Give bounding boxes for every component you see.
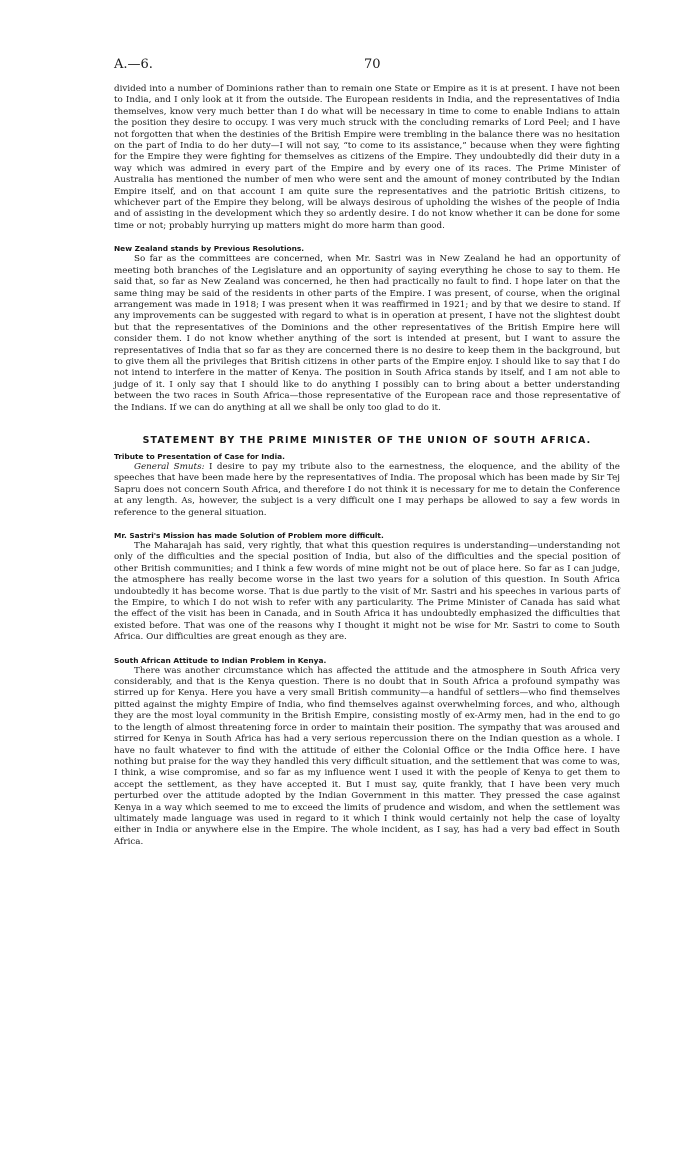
- intro-paragraph: divided into a number of Dominions rather than to remain one State or Empire as it is at present. I have not been to India, and I only look at it from the outside. The European residents in India, and the representatives of India themselves, know very much better than I do what will be necessary in time to come to enable Indians to attain the position they desire to occupy. I was very much struck with the concluding remarks of Lord Peel; and I have not forgotten that when the destinies of the British Empire were trembling in the balance there was no hesitation on the part of India to do her duty—I will not say, “to come to its assistance,” because when they were fighting for the Empire they were fighting for themselves as citizens of the Empire. They undoubtedly did their duty in a way which was admired in every part of the Empire and by every one of its races. The Prime Minister of Australia has mentioned the number of men who were sent and the amount of money contributed by the Indian Empire itself, and on that account I am quite sure the representatives and the patriotic British citizens, to whichever part of the Empire they belong, will be always desirous of upholding the wishes of the people of India and of assisting in the development which they so ardently desire. I do not know whether it can be done for some time or not; probably hurrying up matters might do more harm than good.: [114, 84, 620, 231]
- spacer: [114, 644, 620, 655]
- kenya-paragraph: There was another circumstance which has affected the attitude and the atmosphere in South Africa very considerably, and that is the Kenya question. There is no doubt that in South Africa a profound sympathy was stirred up for Kenya. Here you have a very small British community—a handful of settlers—who find themselves pitted against the mighty Empire of India, who find themselves against overwhelming forces, and who, although they are the most loyal community in the British Empire, consisting mostly of ex-Army men, had in the end to go to the length of almost threatening force in order to maintain their position. The sympathy that was aroused and stirred for Kenya in South Africa has had a very serious repercussion there on the Indian question as a whole. I have no fault whatever to find with the attitude of either the Colonial Office or the India Office here. I have nothing but praise for the way they handled this very difficult situation, and the settlement that was come to was, I think, a wise compromise, and so far as my influence went I used it with the people of Kenya to get them to accept the settlement, as they have accepted it. But I must say, quite frankly, that I have been very much perturbed over the attitude adopted by the Indian Government in this matter. They pressed the case against Kenya in a way which seemed to me to exceed the limits of prudence and wisdom, and when the settlement was ultimately made language was used in regard to it which I think would certainly not help the case of loyalty either in India or anywhere else in the Empire. The whole incident, as I say, has had a very bad effect in South Africa.: [114, 665, 620, 847]
- tribute-heading: Tribute to Presentation of Case for India.: [114, 451, 285, 461]
- spacer: [114, 414, 620, 434]
- sastri-paragraph: The Maharajah has said, very rightly, that what this question requires is understanding—understanding not only of the difficulties and the special position of India, but also of the difficulties and the special position of other British communities; and I think a few words of mine might not be out of place here. So far as I can judge, the atmosphere has really become worse in the last two years for a solution of this question. In South Africa undoubtedly it has become worse. That is due partly to the visit of Mr. Sastri and his speeches in various parts of the Empire, to which I do not wish to refer with any particularity. The Prime Minister of Canada has said what the effect of the visit has been in Canada, and in South Africa it has undoubtedly emphasized the difficulties that existed before. That was one of the reasons why I thought it might not be wise for Mr. Sastri to come to South Africa. Our difficulties are great enough as they are.: [114, 541, 620, 643]
- spacer: [114, 232, 620, 243]
- page-header: [114, 57, 620, 77]
- nz-heading: New Zealand stands by Previous Resolutions.: [114, 244, 305, 254]
- nz-paragraph: So far as the committees are concerned, when Mr. Sastri was in New Zealand he had an opportunity of meeting both branches of the Legislature and an opportunity of saying everything he chose to say to them. He said that, so far as New Zealand was concerned, he then had practically no fault to find. I hope later on that the same thing may be said of the residents in other parts of the Empire. I was present, of course, when the original arrangement was made in 1918; I was present when it was reaffirmed in 1921; and by that we desire to stand. If any improvements can be suggested with regard to what is in operation at present, I have not the slightest doubt but that the representatives of the Dominions and the other representatives of the British Empire here will consider them. I do not know whether anything of the sort is intended at present, but I want to assure the representatives of India that so far as they are concerned there is no desire to keep them in the background, but to give them all the privileges that British citizens in other parts of the Empire enjoy. I should like to say that I do not intend to interfere in the matter of Kenya. The position in South Africa stands by itself, and I am not able to judge of it. I only say that I should like to do anything I possibly can to bring about a better understanding between the two races in South Africa—those representative of the European race and those representative of the Indians. If we can do anything at all we shall be only too glad to do it.: [114, 254, 620, 413]
- document-body: [114, 84, 620, 848]
- sastri-heading: Mr. Sastri's Mission has made Solution of Problem more difficult.: [114, 531, 384, 540]
- statement-title: STATEMENT BY THE PRIME MINISTER OF THE UNION OF SOUTH AFRICA.: [142, 434, 592, 446]
- kenya-heading: South African Attitude to Indian Problem in Kenya.: [114, 655, 327, 665]
- tribute-text: I desire to pay my tribute also to the earnestness, the eloquence, and the ability of the speeches that have been made here by the representatives of India. The proposal which has been made by Sir Tej Sapru does not concern South Africa, and therefore I do not think it is necessary for me to detain the Conference at any length. As, however, the subject is a very difficult one I may perhaps be allowed to say a few words in reference to the general situation.: [114, 461, 620, 518]
- speaker-name: General Smuts:: [134, 461, 205, 472]
- tribute-paragraph: [114, 462, 620, 519]
- document-code: A.—6.: [114, 57, 153, 72]
- page-number: 70: [364, 57, 381, 72]
- spacer: [114, 519, 620, 530]
